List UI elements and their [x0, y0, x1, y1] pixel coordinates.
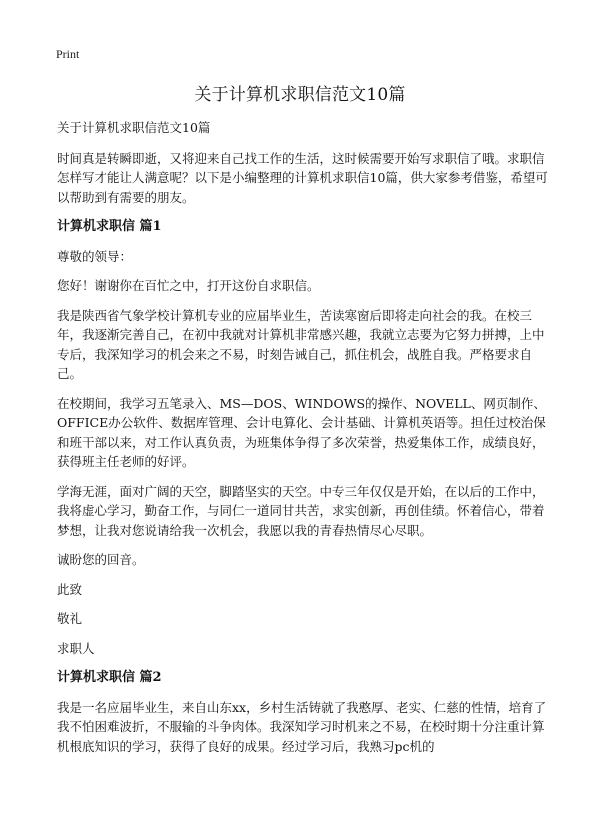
section1-paragraph-2: 在校期间，我学习五笔录入、MS—DOS、WINDOWS的操作、NOVELL、网页制作、OFFICE办公软件、数据库管理、会计电算化、会计基础、计算机英语等。担任过校治保和班干部以来，对工作认真负责，为班集体争得了多次荣誉，热爱集体工作，成绩良好，获得班主任老师的好评。: [57, 395, 546, 469]
greeting: 您好！谢谢你在百忙之中，打开这份自求职信。: [57, 278, 320, 293]
document-subtitle: 关于计算机求职信范文10篇: [57, 120, 211, 135]
section2-paragraph-1: 我是一名应届毕业生，来自山东xx，乡村生活铸就了我憨厚、老实、仁慈的性情，培育了我不怕困难波折，不服输的斗争肉体。我深知学习时机来之不易，在校时期十分注重计算机根底知识的学习，获得了良好的成果。经过学习后，我熟习pc机的: [57, 699, 547, 754]
section-heading-1: 计算机求职信 篇1: [57, 219, 162, 234]
section1-paragraph-1: 我是陕西省气象学校计算机专业的应届毕业生，苦读寒窗后即将走向社会的我。在校三年，我逐渐完善自己，在初中我就对计算机非常感兴趣，我就立志要为它努力拼搏，上中专后，我深知学习的机会来之不易，时刻告诫自己，抓住机会，战胜自我。严格要求自己。: [57, 307, 545, 381]
closing-line: 诚盼您的回音。: [57, 552, 145, 567]
salutation: 尊敬的领导：: [57, 248, 133, 264]
section-heading-2: 计算机求职信 篇2: [57, 670, 162, 685]
sign-off-1: 此致: [57, 581, 83, 597]
section1-paragraph-3: 学海无涯，面对广阔的天空，脚踏坚实的天空。中专三年仅仅是开始，在以后的工作中，我将虚心学习，勤奋工作，与同仁一道同甘共苦，求实创新，再创佳绩。怀着信心，带着梦想，让我对您说请给我一次机会，我愿以我的青春热情尽心尽职。: [57, 483, 545, 538]
document-title: 关于计算机求职信范文10篇: [194, 85, 406, 105]
sign-off-3: 求职人: [57, 640, 95, 656]
sign-off-2: 敬礼: [57, 611, 83, 626]
intro-paragraph: 时间真是转瞬即逝，又将迎来自己找工作的生活，这时候需要开始写求职信了哦。求职信怎样写才能让人满意呢？以下是小编整理的计算机求职信10篇，供大家参考借鉴，希望可以帮助到有需要的朋友。: [57, 150, 548, 205]
print-link[interactable]: Print: [56, 47, 80, 61]
document-body: [57, 118, 555, 766]
